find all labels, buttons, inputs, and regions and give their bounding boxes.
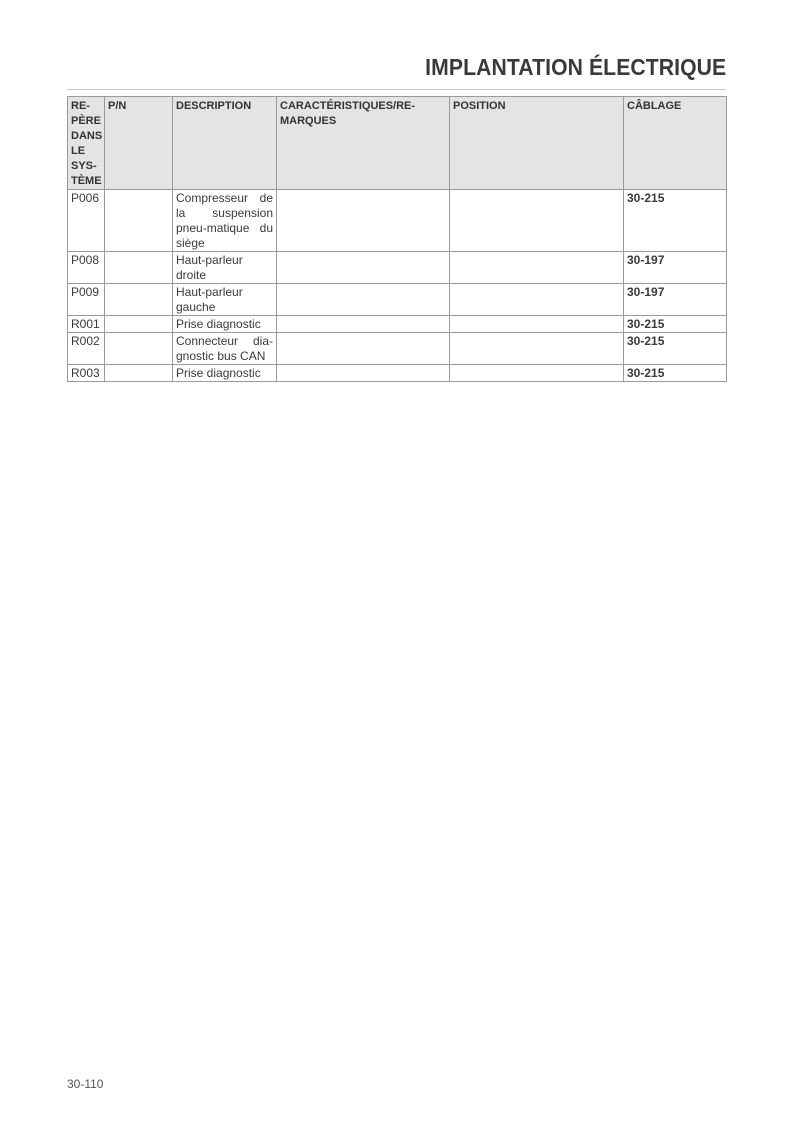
header-ref-line: RE- — [71, 100, 90, 112]
header-description: DESCRIPTION — [173, 97, 277, 190]
header-characteristics-line: MARQUES — [280, 115, 337, 127]
cell-pn — [105, 252, 173, 284]
cell-wiring: 30-197 — [624, 284, 727, 316]
cell-ref: R001 — [68, 316, 105, 333]
cell-pn — [105, 284, 173, 316]
cell-wiring: 30-215 — [624, 316, 727, 333]
header-pn: P/N — [105, 97, 173, 190]
header-ref-line: PÈRE — [71, 115, 101, 127]
table-row — [68, 190, 727, 252]
cell-ref: R003 — [68, 365, 105, 382]
table-header-row — [68, 97, 727, 190]
title-divider — [67, 89, 726, 90]
cell-pn — [105, 316, 173, 333]
cell-position — [450, 252, 624, 284]
cell-description: Compresseur de la suspension pneu-matique du siège — [173, 190, 277, 252]
cell-wiring: 30-215 — [624, 365, 727, 382]
header-characteristics — [277, 97, 450, 190]
header-ref-line: TÈME — [71, 175, 102, 187]
cell-position — [450, 284, 624, 316]
table-row — [68, 365, 727, 382]
page-title: IMPLANTATION ÉLECTRIQUE — [424, 54, 726, 80]
cell-characteristics — [277, 333, 450, 365]
table-row — [68, 333, 727, 365]
table-row — [68, 284, 727, 316]
cell-ref: P006 — [68, 190, 105, 252]
cell-description: Prise diagnostic — [173, 365, 277, 382]
cell-description: Connecteur dia-gnostic bus CAN — [173, 333, 277, 365]
header-position: POSITION — [450, 97, 624, 190]
components-table — [67, 96, 727, 382]
cell-characteristics — [277, 316, 450, 333]
header-characteristics-line: CARACTÉRISTIQUES/RE- — [280, 100, 416, 112]
cell-wiring: 30-215 — [624, 333, 727, 365]
cell-description: Haut-parleur gauche — [173, 284, 277, 316]
cell-pn — [105, 333, 173, 365]
cell-characteristics — [277, 190, 450, 252]
cell-position — [450, 190, 624, 252]
header-ref-line: LE — [71, 145, 86, 157]
header-ref — [68, 97, 105, 190]
cell-ref: R002 — [68, 333, 105, 365]
cell-description: Prise diagnostic — [173, 316, 277, 333]
table-row — [68, 252, 727, 284]
cell-ref: P009 — [68, 284, 105, 316]
cell-position — [450, 316, 624, 333]
cell-pn — [105, 365, 173, 382]
cell-ref: P008 — [68, 252, 105, 284]
cell-characteristics — [277, 365, 450, 382]
cell-description: Haut-parleur droite — [173, 252, 277, 284]
header-ref-line: SYS- — [71, 160, 97, 172]
table-row — [68, 316, 727, 333]
cell-characteristics — [277, 284, 450, 316]
cell-wiring: 30-215 — [624, 190, 727, 252]
cell-position — [450, 333, 624, 365]
page-number: 30-110 — [67, 1077, 104, 1091]
cell-pn — [105, 190, 173, 252]
header-wiring: CÂBLAGE — [624, 97, 727, 190]
cell-position — [450, 365, 624, 382]
header-ref-line: DANS — [71, 130, 103, 142]
cell-characteristics — [277, 252, 450, 284]
cell-wiring: 30-197 — [624, 252, 727, 284]
